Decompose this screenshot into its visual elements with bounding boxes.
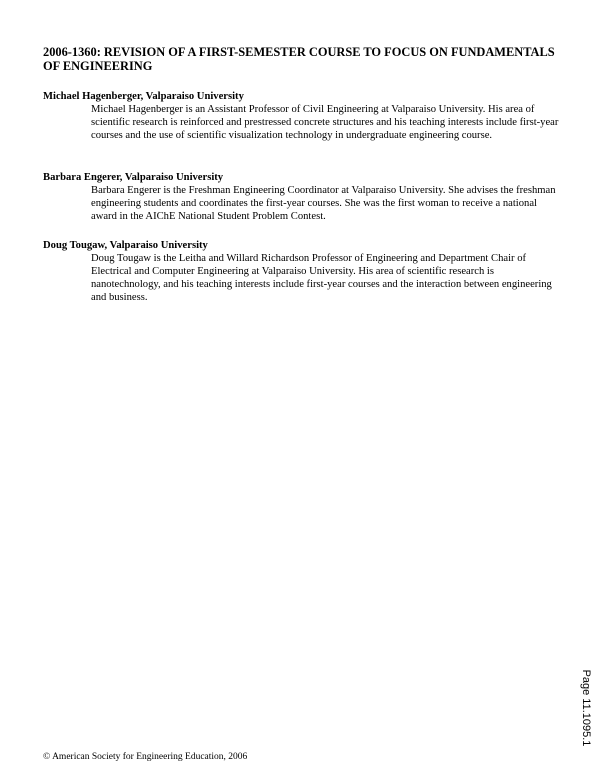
author-bio: Michael Hagenberger is an Assistant Professor of Civil Engineering at Valparaiso University. His area of scientific research is reinforced and prestressed concrete structures and his teaching interests include first-year courses and the use of scientific visualization technology in undergraduate engineering course. xyxy=(91,104,559,141)
author-block xyxy=(43,90,563,142)
author-name: Michael Hagenberger, Valparaiso University xyxy=(43,91,244,102)
page-number: Page 11.1095.1 xyxy=(580,669,592,747)
paper-title: 2006-1360: REVISION OF A FIRST-SEMESTER COURSE TO FOCUS ON FUNDAMENTALS OF ENGINEERING xyxy=(43,45,555,73)
author-bio: Barbara Engerer is the Freshman Engineering Coordinator at Valparaiso University. She advises the freshman engineering students and coordinates the first-year courses. She was the first woman to receive a national award in the AIChE National Student Problem Contest. xyxy=(91,185,556,222)
author-name: Doug Tougaw, Valparaiso University xyxy=(43,240,208,251)
author-name: Barbara Engerer, Valparaiso University xyxy=(43,172,224,183)
author-block xyxy=(43,171,563,223)
author-block xyxy=(43,239,563,304)
copyright-footer: © American Society for Engineering Education, 2006 xyxy=(43,752,248,762)
author-bio: Doug Tougaw is the Leitha and Willard Richardson Professor of Engineering and Department Chair of Electrical and Computer Engineering at Valparaiso University. His area of scientific research is nanotechnology, and his teaching interests include first-year courses and the interaction between engineering and business. xyxy=(91,253,552,303)
